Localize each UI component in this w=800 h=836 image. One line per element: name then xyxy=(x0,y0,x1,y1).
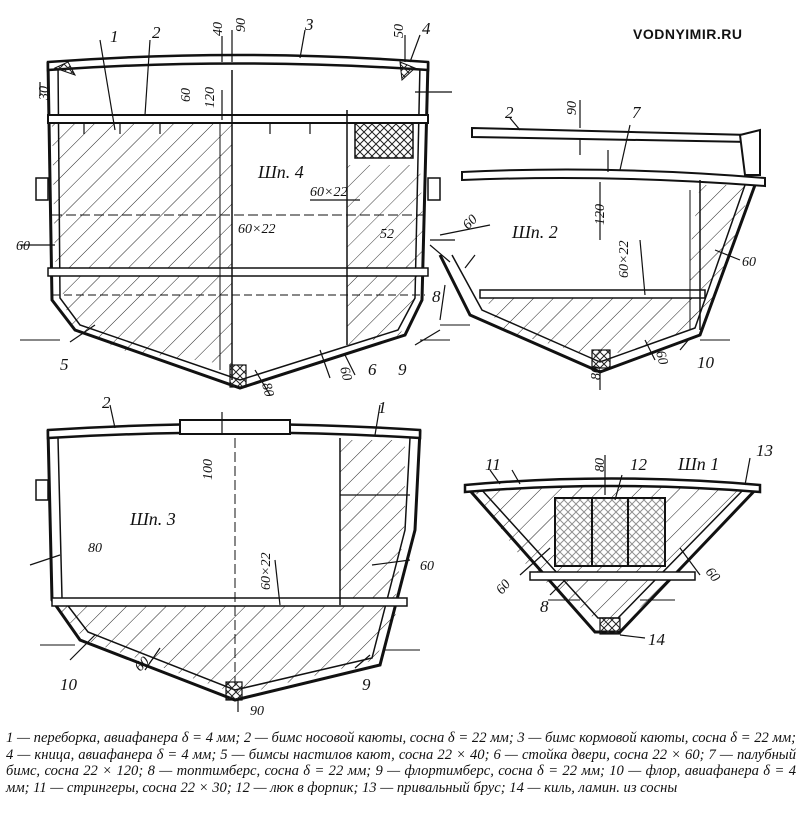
dim-60-sh4-right: 60 xyxy=(460,212,481,233)
section-sh2 xyxy=(430,100,765,390)
callout-4: 4 xyxy=(422,19,431,38)
sh2-deck-beam xyxy=(462,170,765,186)
legend-caption: 1 — переборка, авиафанера δ = 4 мм; 2 — бимс носовой каюты, сосна δ = 22 мм; 3 — бимс кормовой каюты, сосна δ = 22 мм; 4 — кница, авиафанера δ = 4 мм; 5 — бимсы настилов кают, сосна 22 × 40; 6 — стойка двери, сосна 22 × 60; 7 — палубный бимс, сосна 22 × 120; 8 — топтимберс, сосна δ = 22 мм; 9 — флортимберс, сосна δ = 22 мм; 10 — флор, авиафанера δ = 4 мм; 11 — стрингеры, сосна 22 × 30; 12 — люк в форпик; 13 — привальный брус; 14 — киль, ламин. из сосны xyxy=(6,730,796,796)
dim-60-sh4-bottom: 60 xyxy=(336,365,355,383)
dim-90-sh2: 90 xyxy=(565,101,580,115)
dim-30: 30 xyxy=(37,86,52,100)
dim-80-sh4: 80 xyxy=(258,381,277,399)
dim-90-top: 90 xyxy=(234,18,249,32)
callout-2-sh3: 2 xyxy=(102,393,111,412)
dim-100: 100 xyxy=(201,459,216,480)
callout-2-sh4: 2 xyxy=(152,23,161,42)
section-label-sh1: Шп 1 xyxy=(678,454,720,474)
callout-9-sh4: 9 xyxy=(398,360,407,379)
callout-8-sh1: 8 xyxy=(540,597,549,616)
callout-8-sh4: 8 xyxy=(432,287,441,306)
dim-60x22-sh4-b: 60×22 xyxy=(238,222,276,237)
callout-3: 3 xyxy=(305,15,314,34)
sh3-hatched-right xyxy=(340,440,405,605)
section-sh4 xyxy=(20,30,455,395)
dim-60-sh3-right: 60 xyxy=(420,559,434,574)
section-sh1 xyxy=(465,455,760,638)
section-label-sh2: Шп. 2 xyxy=(512,222,558,242)
dim-80-sh1: 80 xyxy=(593,458,608,472)
sh2-hatched-bottom xyxy=(485,295,700,358)
callout-6: 6 xyxy=(368,360,377,379)
dim-52: 52 xyxy=(380,227,394,242)
dim-60-sh4-left: 60 xyxy=(16,239,30,254)
dim-80-sh2: 80 xyxy=(589,366,604,380)
dim-60-sh1-right: 60 xyxy=(701,564,723,586)
dim-60x22-sh2: 60×22 xyxy=(617,240,632,278)
callout-14: 14 xyxy=(648,630,665,649)
watermark: VODNYIMIR.RU xyxy=(633,26,743,42)
callout-9-sh3: 9 xyxy=(362,675,371,694)
dim-50: 50 xyxy=(392,24,407,38)
dim-60-sh3-bottom: 60 xyxy=(132,654,153,675)
callout-1-sh3: 1 xyxy=(378,398,387,417)
dim-120-sh2: 120 xyxy=(593,204,608,225)
callout-10-sh3: 10 xyxy=(60,675,77,694)
section-label-sh3: Шп. 3 xyxy=(130,509,176,529)
sh4-hatched-left xyxy=(52,120,232,365)
dim-60-sh4-top: 60 xyxy=(179,88,194,102)
callout-7: 7 xyxy=(632,103,641,122)
callout-2-sh2: 2 xyxy=(505,103,514,122)
sh4-hatched-right-upper xyxy=(347,165,425,265)
callout-12: 12 xyxy=(630,455,647,474)
callout-13: 13 xyxy=(756,441,773,460)
sh4-hatched-right xyxy=(347,265,420,345)
section-label-sh4: Шп. 4 xyxy=(258,162,304,182)
dim-40: 40 xyxy=(211,22,226,36)
dim-120-sh4: 120 xyxy=(203,87,218,108)
callout-10-sh2: 10 xyxy=(697,353,714,372)
dim-60x22-sh4-a: 60×22 xyxy=(310,185,348,200)
dim-90-sh3: 90 xyxy=(250,704,264,719)
callout-11: 11 xyxy=(485,455,501,474)
dim-60-sh2-bottom: 60 xyxy=(652,349,671,367)
dim-80-sh3: 80 xyxy=(88,541,102,556)
dim-60x22-sh3: 60×22 xyxy=(259,552,274,590)
dim-60-sh2-right: 60 xyxy=(742,255,756,270)
dim-60-sh1-left: 60 xyxy=(493,577,515,598)
callout-1-sh4: 1 xyxy=(110,27,119,46)
callout-5: 5 xyxy=(60,355,69,374)
sh2-upper-beam xyxy=(472,128,750,142)
section-sh3 xyxy=(30,405,420,712)
